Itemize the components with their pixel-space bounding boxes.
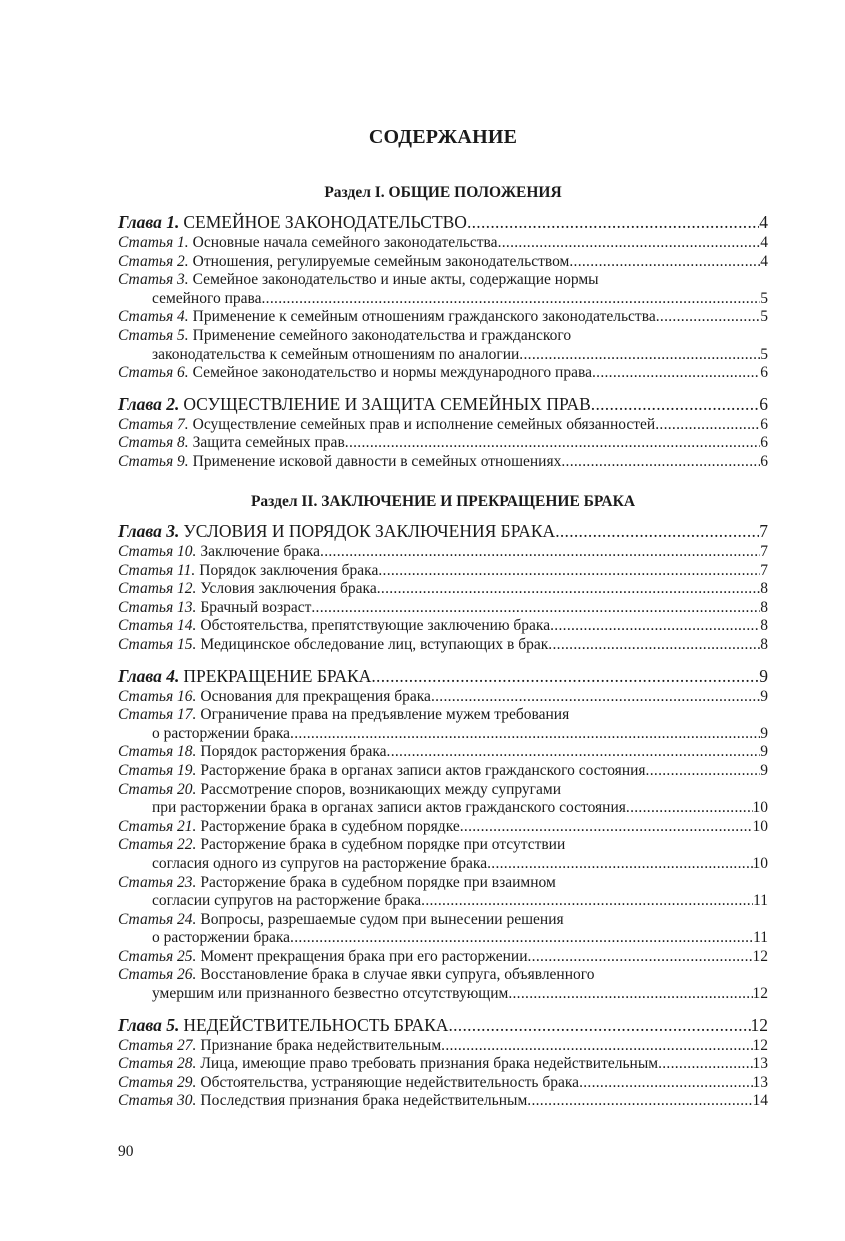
- leader-dots: [421, 892, 753, 911]
- article-8-entry[interactable]: [118, 434, 768, 453]
- leader-dots: [548, 636, 760, 655]
- article-title: Применение исковой давности в семейных отношениях: [192, 452, 562, 470]
- article-26-entry[interactable]: [118, 966, 768, 985]
- article-title: Ограничение права на предъявление мужем требования: [200, 706, 570, 724]
- article-label: Статья 24.: [118, 910, 197, 928]
- article-25-entry[interactable]: [118, 948, 768, 967]
- article-24-continuation[interactable]: [118, 929, 768, 948]
- article-label: Статья 19.: [118, 761, 197, 779]
- article-7-entry[interactable]: [118, 416, 768, 435]
- article-label: Статья 30.: [118, 1092, 197, 1110]
- leader-dots: [519, 346, 760, 365]
- article-28-entry[interactable]: [118, 1055, 768, 1074]
- page-ref: 10: [752, 854, 768, 872]
- article-6-entry[interactable]: [118, 364, 768, 383]
- article-label: Статья 1.: [118, 234, 189, 251]
- article-label: Статья 13.: [118, 598, 197, 616]
- page-ref: 12: [750, 1014, 768, 1035]
- article-title: Семейное законодательство и иные акты, содержащие нормы: [192, 271, 599, 289]
- page-ref: 13: [752, 1073, 768, 1091]
- article-26-continuation[interactable]: [118, 985, 768, 1004]
- leader-dots: [646, 762, 761, 781]
- page-ref: 4: [760, 252, 768, 270]
- page-ref: 8: [760, 598, 768, 616]
- article-2-entry[interactable]: [118, 253, 768, 272]
- article-title: Вопросы, разрешаемые судом при вынесении решения: [200, 910, 564, 928]
- article-21-entry[interactable]: [118, 818, 768, 837]
- article-17-continuation[interactable]: [118, 725, 768, 744]
- article-24-entry[interactable]: [118, 911, 768, 930]
- leader-dots: [387, 743, 761, 762]
- article-16-entry[interactable]: [118, 688, 768, 707]
- article-label: Статья 8.: [118, 434, 189, 452]
- page-ref: 9: [760, 761, 768, 779]
- article-label: Статья 25.: [118, 947, 197, 965]
- article-3-continuation[interactable]: [118, 290, 768, 309]
- article-title: Осуществление семейных прав и исполнение семейных обязанностей: [192, 415, 656, 433]
- article-title: Обстоятельства, препятствующие заключению брака: [200, 617, 551, 635]
- page-ref: 8: [760, 617, 768, 635]
- page-ref: 9: [759, 665, 768, 686]
- article-title: Расторжение брака в судебном порядке: [200, 817, 460, 835]
- page-ref: 9: [760, 743, 768, 761]
- leader-dots: [655, 416, 760, 435]
- article-title-cont: семейного права: [152, 289, 262, 307]
- article-17-entry[interactable]: [118, 706, 768, 725]
- article-title: Семейное законодательство и нормы международного права: [192, 364, 592, 382]
- article-title-cont: умершим или признанного безвестно отсутствующим: [152, 985, 509, 1003]
- article-label: Статья 26.: [118, 966, 197, 984]
- chapter-label: Глава 3.: [118, 521, 180, 541]
- article-13-entry[interactable]: [118, 599, 768, 618]
- leader-dots: [448, 1013, 750, 1037]
- leader-dots: [431, 688, 760, 707]
- article-label: Статья 2.: [118, 252, 189, 270]
- page-number: 90: [118, 1143, 134, 1160]
- article-19-entry[interactable]: [118, 762, 768, 781]
- page-title: СОДЕРЖАНИЕ: [368, 126, 518, 148]
- article-title: Расторжение брака в органах записи актов гражданского состояния: [200, 761, 646, 779]
- page-ref: 8: [760, 580, 768, 598]
- page-ref: 10: [752, 799, 768, 817]
- article-label: Статья 28.: [118, 1055, 197, 1073]
- article-title: Применение семейного законодательства и гражданского: [192, 326, 572, 344]
- page-ref: 14: [752, 1092, 768, 1110]
- chapter-title: ПРЕКРАЩЕНИЕ БРАКА: [183, 665, 372, 686]
- leader-dots: [658, 1055, 752, 1074]
- page-ref: 9: [760, 724, 768, 742]
- article-18-entry[interactable]: [118, 743, 768, 762]
- article-label: Статья 27.: [118, 1036, 197, 1054]
- leader-dots: [311, 599, 760, 618]
- leader-dots: [320, 543, 760, 562]
- article-title: Расторжение брака в судебном порядке при взаимном: [200, 873, 556, 891]
- page-ref: 5: [760, 289, 768, 307]
- leader-dots: [569, 253, 760, 272]
- leader-dots: [561, 453, 760, 472]
- leader-dots: [528, 948, 753, 967]
- article-12-entry[interactable]: [118, 580, 768, 599]
- chapter-5-entry[interactable]: [118, 1013, 768, 1037]
- leader-dots: [290, 725, 760, 744]
- article-title-cont: законодательства к семейным отношениям по аналогии: [152, 345, 520, 363]
- page-ref: 7: [760, 561, 768, 579]
- article-label: Статья 3.: [118, 271, 189, 289]
- article-title: Применение к семейным отношениям гражданского законодательства: [192, 308, 656, 326]
- article-4-entry[interactable]: [118, 308, 768, 327]
- article-title-cont: при расторжении брака в органах записи актов гражданского состояния: [152, 799, 626, 817]
- leader-dots: [460, 818, 753, 837]
- article-3-entry[interactable]: [118, 271, 768, 290]
- article-label: Статья 18.: [118, 743, 197, 761]
- article-title: Порядок расторжения брака: [200, 743, 387, 761]
- leader-dots: [441, 1037, 752, 1056]
- article-29-entry[interactable]: [118, 1074, 768, 1093]
- article-label: Статья 7.: [118, 415, 189, 433]
- article-label: Статья 16.: [118, 687, 197, 705]
- article-label: Статья 21.: [118, 817, 197, 835]
- article-title: Условия заключения брака: [200, 580, 377, 598]
- article-title: Защита семейных прав: [192, 434, 345, 452]
- leader-dots: [345, 434, 760, 453]
- article-title: Рассмотрение споров, возникающих между супругами: [200, 780, 562, 798]
- leader-dots: [467, 210, 759, 234]
- article-title: Восстановление брака в случае явки супруга, объявленного: [200, 966, 595, 984]
- page-ref: 5: [760, 345, 768, 363]
- page-ref: 5: [760, 308, 768, 326]
- article-label: Статья 11.: [118, 561, 196, 579]
- leader-dots: [371, 664, 759, 688]
- leader-dots: [487, 855, 752, 874]
- page-ref: 4: [759, 212, 768, 232]
- article-title-cont: о расторжении брака: [152, 724, 291, 742]
- page-ref: 8: [760, 635, 768, 653]
- page-ref: 6: [760, 415, 768, 433]
- article-title-cont: согласии супругов на расторжение брака: [152, 892, 422, 910]
- page-ref: 12: [752, 1036, 768, 1054]
- article-title: Заключение брака: [200, 543, 321, 560]
- article-label: Статья 20.: [118, 780, 197, 798]
- chapter-4-entry[interactable]: [118, 664, 768, 688]
- chapter-label: Глава 1.: [118, 212, 180, 232]
- article-9-entry[interactable]: [118, 453, 768, 472]
- page-ref: 7: [760, 543, 768, 560]
- page-ref: 6: [760, 364, 768, 382]
- article-title: Последствия признания брака недействительным: [200, 1092, 528, 1110]
- article-label: Статья 10.: [118, 543, 197, 560]
- article-22-entry[interactable]: [118, 836, 768, 855]
- article-label: Статья 6.: [118, 364, 189, 382]
- article-label: Статья 29.: [118, 1073, 197, 1091]
- page-ref: 10: [752, 817, 768, 835]
- article-title: Лица, имеющие право требовать признания брака недействительным: [200, 1055, 659, 1073]
- leader-dots: [550, 617, 760, 636]
- chapter-1-entry[interactable]: [118, 210, 768, 234]
- article-title: Брачный возраст: [200, 598, 312, 616]
- page-ref: 12: [752, 947, 768, 965]
- article-title: Расторжение брака в судебном порядке при отсутствии: [200, 836, 566, 854]
- article-label: Статья 17.: [118, 706, 197, 724]
- article-23-continuation[interactable]: [118, 892, 768, 911]
- chapter-3-entry[interactable]: [118, 519, 768, 543]
- article-label: Статья 4.: [118, 308, 189, 326]
- leader-dots: [378, 562, 760, 581]
- leader-dots: [508, 985, 752, 1004]
- article-title-cont: о расторжении брака: [152, 929, 291, 947]
- leader-dots: [498, 234, 761, 253]
- leader-dots: [262, 290, 761, 309]
- chapter-label: Глава 2.: [118, 393, 180, 414]
- chapter-2-entry[interactable]: [118, 392, 768, 416]
- article-label: Статья 22.: [118, 836, 197, 854]
- leader-dots: [290, 929, 753, 948]
- article-10-entry[interactable]: [118, 543, 768, 562]
- section-heading: Раздел I. ОБЩИЕ ПОЛОЖЕНИЯ: [324, 184, 562, 201]
- leader-dots: [579, 1074, 752, 1093]
- page-ref: 9: [760, 687, 768, 705]
- section-heading: Раздел II. ЗАКЛЮЧЕНИЕ И ПРЕКРАЩЕНИЕ БРАКА: [250, 493, 636, 510]
- article-label: Статья 9.: [118, 452, 189, 470]
- article-title: Обстоятельства, устраняющие недействительность брака: [200, 1073, 580, 1091]
- article-label: Статья 23.: [118, 873, 197, 891]
- chapter-title: НЕДЕЙСТВИТЕЛЬНОСТЬ БРАКА: [183, 1014, 449, 1035]
- page-ref: 7: [759, 521, 768, 541]
- article-30-entry[interactable]: [118, 1092, 768, 1111]
- leader-dots: [626, 799, 753, 818]
- leader-dots: [377, 580, 761, 599]
- leader-dots: [656, 308, 761, 327]
- page-ref: 13: [752, 1055, 768, 1073]
- page-ref: 6: [760, 452, 768, 470]
- article-title: Отношения, регулируемые семейным законодательством: [192, 252, 570, 270]
- chapter-label: Глава 5.: [118, 1014, 180, 1035]
- leader-dots: [591, 392, 759, 416]
- article-22-continuation[interactable]: [118, 855, 768, 874]
- section-2: [118, 491, 768, 1111]
- article-title: Момент прекращения брака при его расторжении: [200, 947, 528, 965]
- chapter-title: УСЛОВИЯ И ПОРЯДОК ЗАКЛЮЧЕНИЯ БРАКА: [183, 521, 556, 541]
- leader-dots: [555, 519, 759, 543]
- article-11-entry[interactable]: [118, 562, 768, 581]
- article-5-continuation[interactable]: [118, 346, 768, 365]
- article-label: Статья 12.: [118, 580, 197, 598]
- page-ref: 6: [760, 434, 768, 452]
- article-20-continuation[interactable]: [118, 799, 768, 818]
- page-ref: 11: [753, 929, 768, 947]
- chapter-title: ОСУЩЕСТВЛЕНИЕ И ЗАЩИТА СЕМЕЙНЫХ ПРАВ: [183, 393, 591, 414]
- article-14-entry[interactable]: [118, 617, 768, 636]
- article-title: Основные начала семейного законодательства: [192, 234, 498, 251]
- page-ref: 4: [760, 234, 768, 251]
- article-1-entry[interactable]: [118, 234, 768, 253]
- page-ref: 11: [753, 892, 768, 910]
- article-15-entry[interactable]: [118, 636, 768, 655]
- article-20-entry[interactable]: [118, 781, 768, 800]
- article-label: Статья 15.: [118, 635, 197, 653]
- page-ref: 12: [752, 985, 768, 1003]
- section-1: [118, 182, 768, 472]
- leader-dots: [527, 1092, 752, 1111]
- article-label: Статья 14.: [118, 617, 197, 635]
- article-title: Основания для прекращения брака: [200, 687, 431, 705]
- chapter-label: Глава 4.: [118, 665, 180, 686]
- article-27-entry[interactable]: [118, 1037, 768, 1056]
- article-title-cont: согласия одного из супругов на расторжение брака: [152, 854, 488, 872]
- article-title: Порядок заключения брака: [199, 561, 379, 579]
- page-ref: 6: [759, 393, 768, 414]
- article-title: Признание брака недействительным: [200, 1036, 442, 1054]
- chapter-title: СЕМЕЙНОЕ ЗАКОНОДАТЕЛЬСТВО: [183, 212, 467, 232]
- article-23-entry[interactable]: [118, 874, 768, 893]
- leader-dots: [592, 364, 760, 383]
- article-5-entry[interactable]: [118, 327, 768, 346]
- article-label: Статья 5.: [118, 326, 189, 344]
- article-title: Медицинское обследование лиц, вступающих в брак: [200, 635, 549, 653]
